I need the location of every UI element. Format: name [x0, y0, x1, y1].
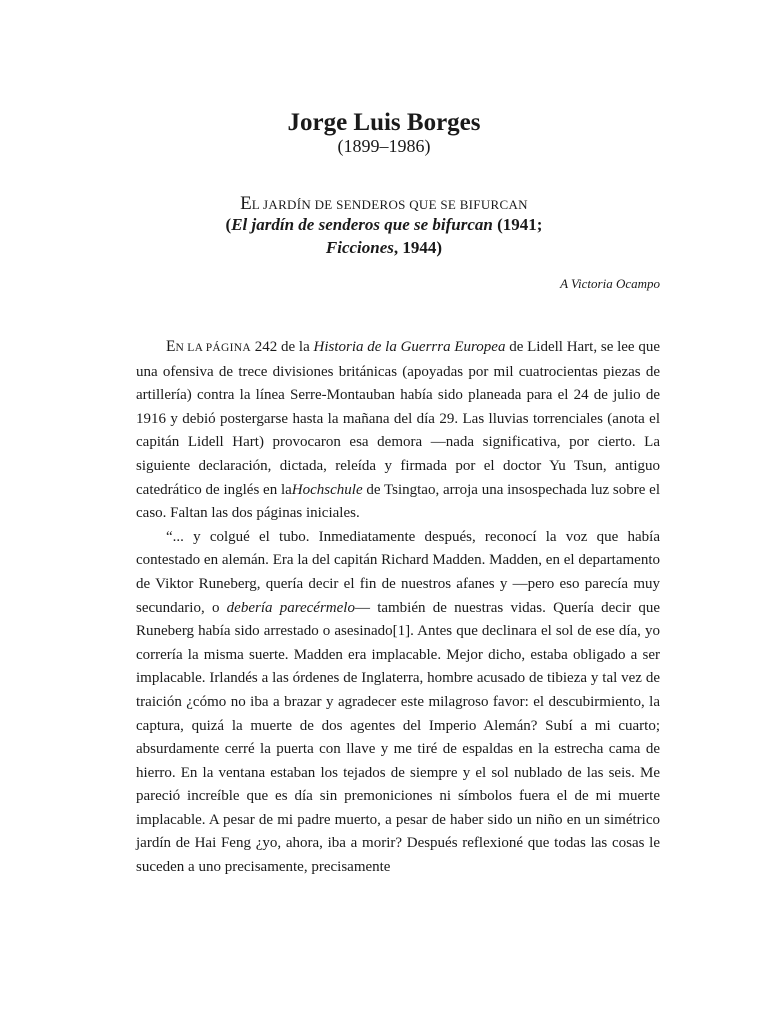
author-name: Jorge Luis Borges: [287, 109, 481, 136]
author-dates: (1899–1986): [337, 136, 431, 156]
story-title-rest: L JARDÍN DE SENDEROS QUE SE BIFURCAN: [251, 197, 528, 212]
paragraph-2: [136, 526, 660, 880]
book-title: Historia de la Guerrra Europea: [313, 339, 506, 355]
school-name: Hochschule: [291, 481, 363, 498]
story-body: [136, 335, 660, 880]
paragraph-2-text-a: “... y colgué el tubo. Inmediatamente después, reconocí la voz que había contestado en alemán. Era la del capitán Richard Madden. Madden, en el departamento de Viktor Runeberg, quería decir el fin de nuestros afanes y —pero eso parecía muy secundario, o: [136, 528, 660, 616]
paragraph-1-text-a: 242 de la: [250, 339, 314, 355]
paragraph-2-text-b: — también de nuestras vidas. Quería decir que Runeberg había sido arrestado o asesinado[1]. Antes que declinara el sol de ese día, yo correría la misma suerte. Madden era implacable. Mejor dicho, estaba obligado a ser implacable. Irlandés a las órdenes de Inglaterra, hombre acusado de tibieza y tal vez de traición ¿cómo no iba a brazar y agradecer este milagroso favor: el descubirmiento, la captura, quizá la muerte de dos agentes del Imperio Alemán? Subí a mi cuarto; absurdamente cerré la puerta con llave y me tiré de espaldas en la estrecha cama de hierro. En la ventana estaban los tejados de siempre y el sol nublado de las seis. Me pareció increíble que es día sin premoniciones ni símbolos fuera el de mi muerte implacable. A pesar de mi padre muerto, a pesar de haber sido un niño en un simétrico jardín de Hai Feng ¿yo, ahora, iba a morir? Después reflexioné que todas las cosas le suceden a uno precisamente, precisamente: [136, 599, 660, 876]
subtitle-year-1: (1941;: [492, 215, 543, 234]
paragraph-1-text-b: de Lidell Hart, se lee que una ofensiva de trece divisiones británicas (apoyadas por mil cuatrocientas piezas de artillería) contra la línea Serre-Montauban había sido planeada para el 24 de julio de 1916 y debió postergarse hasta la mañana del día 29. Las lluvias torrenciales (anota el capitán Lidell Hart) provocaron esa demora —nada significativa, por cierto. La siguiente declaración, dictada, releída y firmada por el doctor Yu Tsun, antiguo catedrático de inglés en la: [136, 339, 660, 498]
story-subtitle: [0, 213, 768, 259]
paragraph-1-smallcaps: N LA PÁGINA: [175, 342, 251, 354]
dedication: A Victoria Ocampo: [560, 276, 660, 291]
subtitle-collection: Ficciones: [325, 238, 394, 257]
paragraph-1: [136, 335, 660, 526]
paragraph-1-text-c: de Tsingtao, arroja una insospechada luz sobre el caso. Faltan las dos páginas iniciales.: [136, 481, 660, 522]
subtitle-open-paren: (: [225, 215, 232, 234]
story-title-initial: E: [240, 193, 252, 214]
subtitle-year-2: , 1944): [393, 238, 443, 257]
subtitle-work-title: El jardín de senderos que se bifurcan: [231, 215, 493, 234]
paragraph-1-initial: E: [166, 338, 176, 355]
paragraph-2-emphasis: debería parecérmelo: [226, 599, 355, 616]
